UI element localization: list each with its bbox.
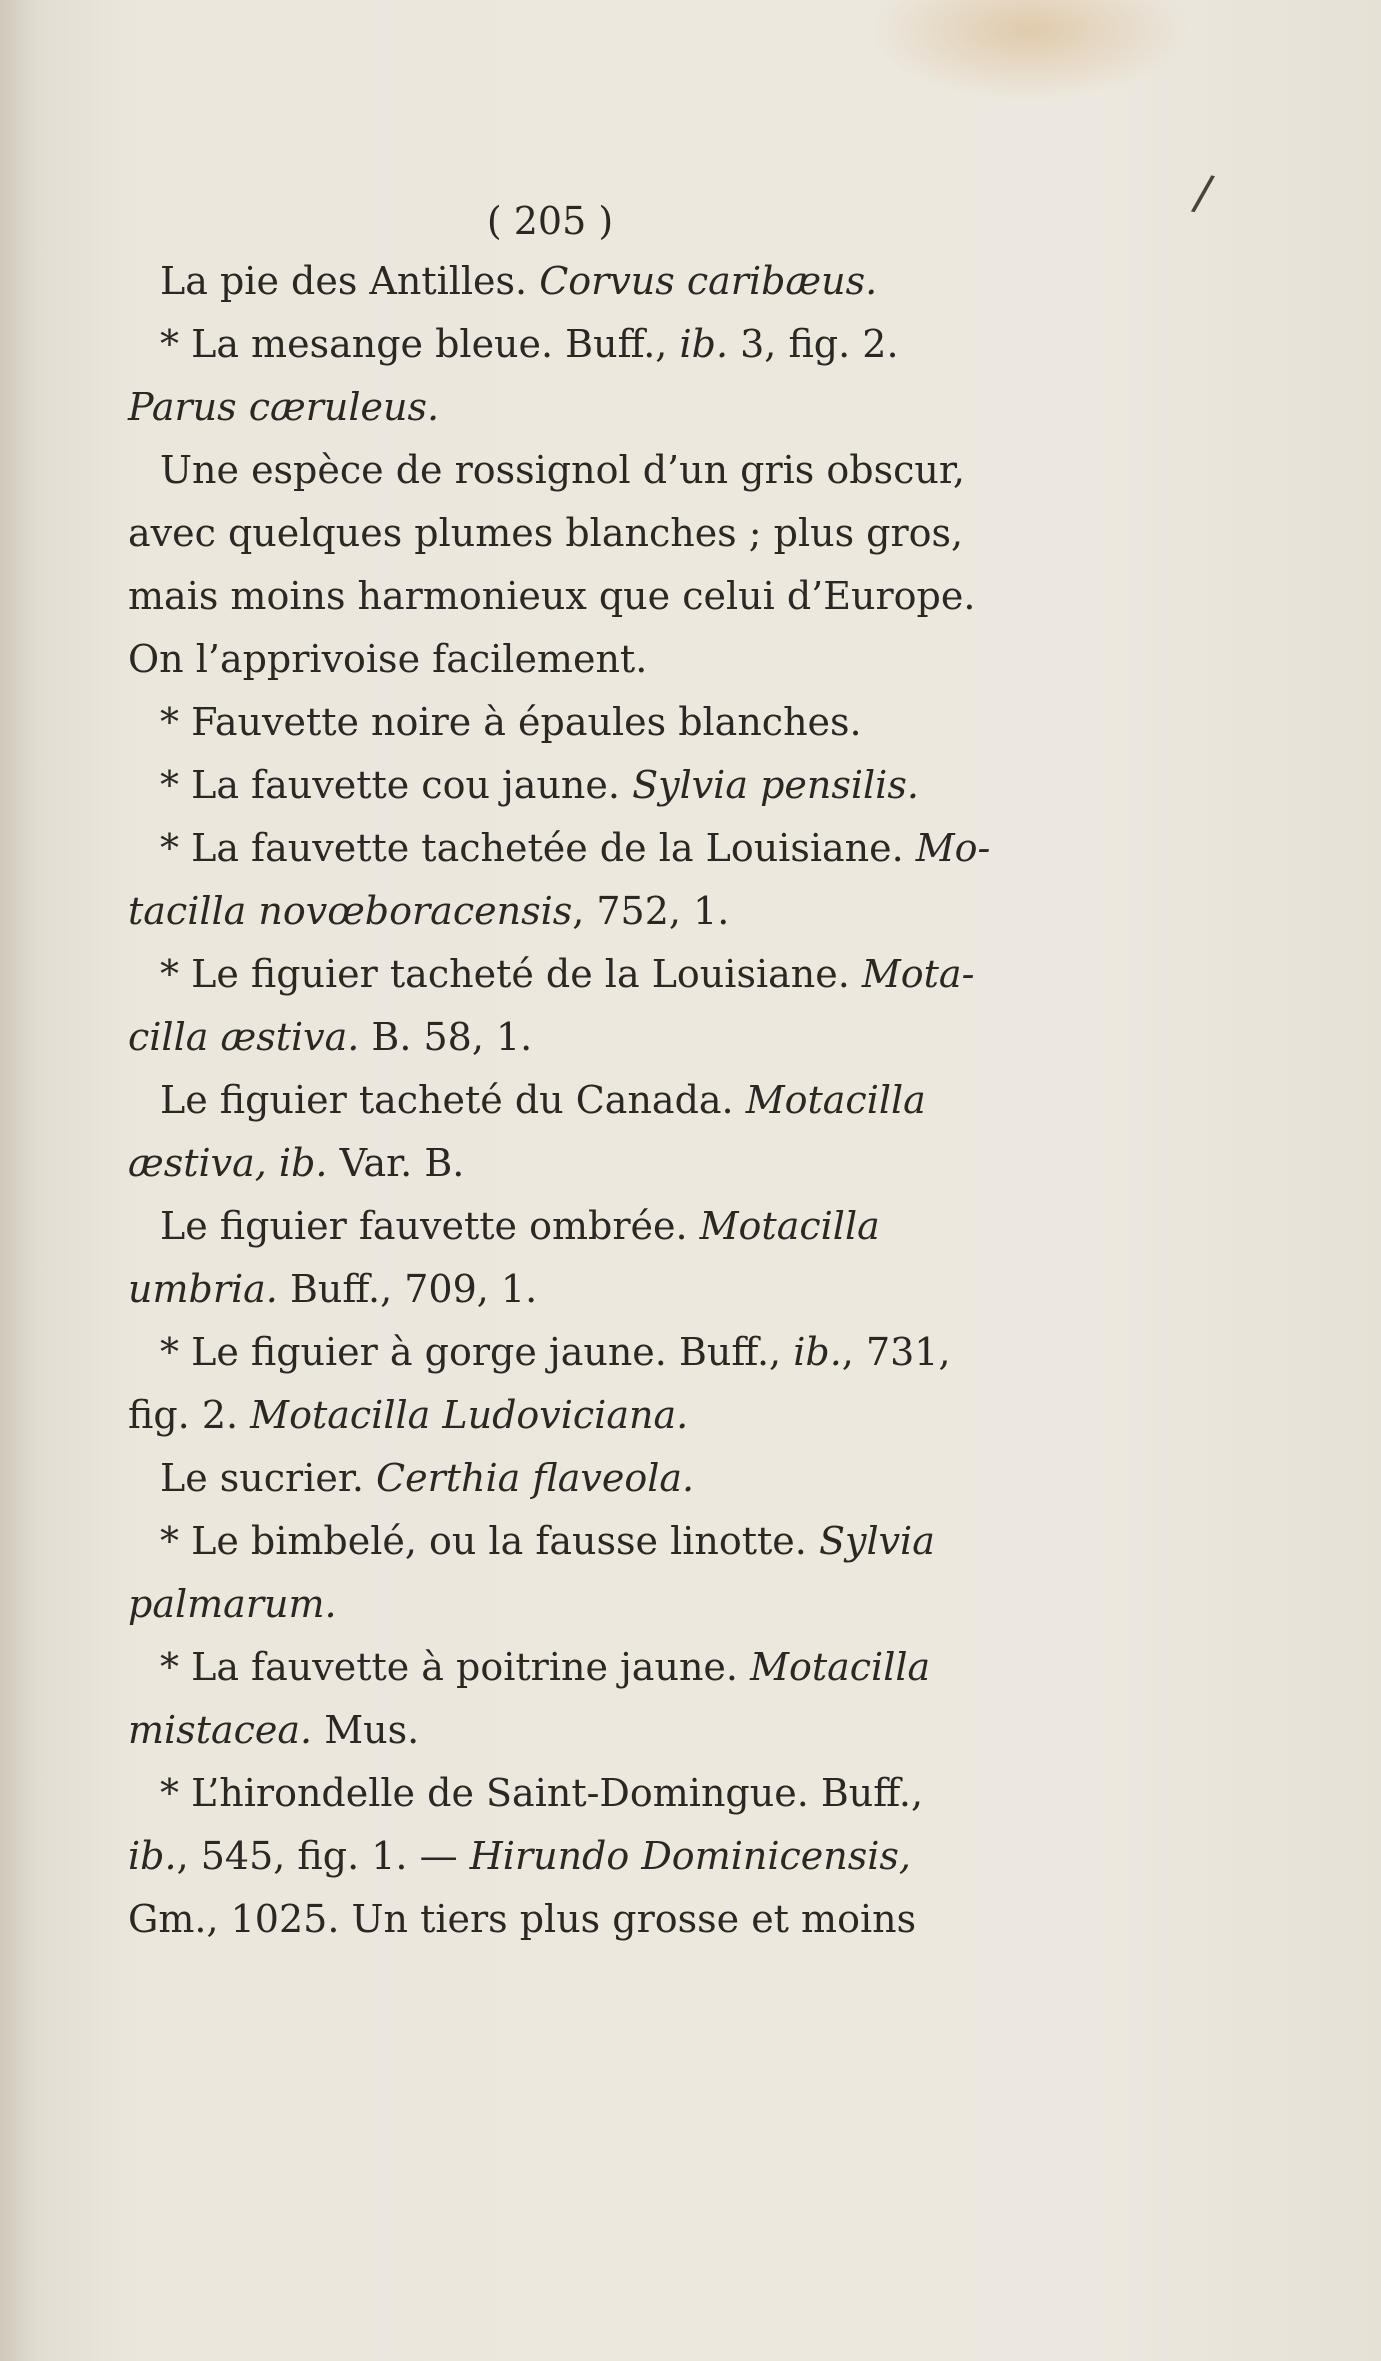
text-line <box>128 1636 1028 1699</box>
italic-text-segment: Parus cæruleus. <box>128 385 440 429</box>
italic-text-segment: Certhia flaveola. <box>376 1456 695 1500</box>
text-line <box>128 1699 1028 1762</box>
text-segment: Var. B. <box>327 1141 465 1185</box>
text-line <box>128 1195 1028 1258</box>
text-segment: * La fauvette cou jaune. <box>160 763 633 807</box>
text-line <box>128 1888 1028 1951</box>
text-line <box>128 943 1028 1006</box>
text-segment: , 731, <box>841 1330 951 1374</box>
text-segment: * Le bimbelé, ou la fausse linotte. <box>160 1519 819 1563</box>
italic-text-segment: Mota- <box>861 952 975 996</box>
text-line <box>128 1321 1028 1384</box>
text-line <box>128 1006 1028 1069</box>
text-line <box>128 628 1028 691</box>
text-segment: , 752, 1. <box>572 889 730 933</box>
text-segment: * L’hirondelle de Saint-Domingue. Buff., <box>160 1771 924 1815</box>
text-line <box>128 1384 1028 1447</box>
text-line <box>128 1258 1028 1321</box>
italic-text-segment: palmarum. <box>128 1582 337 1626</box>
text-line <box>128 754 1028 817</box>
text-segment: mais moins harmonieux que celui d’Europe. <box>128 574 976 618</box>
italic-text-segment: Motacilla Ludoviciana. <box>250 1393 689 1437</box>
text-segment: B. 58, 1. <box>359 1015 533 1059</box>
italic-text-segment: Sylvia pensilis. <box>632 763 919 807</box>
text-line <box>128 1447 1028 1510</box>
text-line <box>128 313 1028 376</box>
margin-pencil-mark: / <box>1189 163 1217 223</box>
text-line <box>128 1573 1028 1636</box>
text-segment: Gm., 1025. Un tiers plus grosse et moins <box>128 1897 917 1941</box>
text-segment: * La mesange bleue. Buff., <box>160 322 680 366</box>
text-segment: * La fauvette tachetée de la Louisiane. <box>160 826 916 870</box>
italic-text-segment: Corvus caribæus. <box>539 259 878 303</box>
text-segment: fig. 2. <box>128 1393 251 1437</box>
text-segment: Le figuier tacheté du Canada. <box>160 1078 746 1122</box>
text-line <box>128 565 1028 628</box>
text-line <box>128 817 1028 880</box>
italic-text-segment: ib. <box>793 1330 842 1374</box>
text-segment: * Le figuier à gorge jaune. Buff., <box>160 1330 794 1374</box>
text-line <box>128 1132 1028 1195</box>
italic-text-segment: Hirundo Dominicensis, <box>469 1834 911 1878</box>
text-segment: Le figuier fauvette ombrée. <box>160 1204 700 1248</box>
italic-text-segment: tacilla novœboracensis <box>128 889 573 933</box>
italic-text-segment: Motacilla <box>750 1645 931 1689</box>
text-segment: Buff., 709, 1. <box>277 1267 538 1311</box>
text-segment: avec quelques plumes blanches ; plus gros, <box>128 511 964 555</box>
italic-text-segment: æstiva, ib. <box>128 1141 328 1185</box>
italic-text-segment: cilla æstiva. <box>128 1015 360 1059</box>
italic-text-segment: Sylvia <box>818 1519 935 1563</box>
text-segment: , 545, fig. 1. — <box>176 1834 470 1878</box>
italic-text-segment: Motacilla <box>699 1204 880 1248</box>
text-segment: 3, fig. 2. <box>728 322 899 366</box>
text-line <box>128 1510 1028 1573</box>
italic-text-segment: mistacea. <box>128 1708 313 1752</box>
italic-text-segment: ib. <box>128 1834 177 1878</box>
text-segment: Mus. <box>312 1708 420 1752</box>
italic-text-segment: Mo- <box>915 826 991 870</box>
text-line <box>128 691 1028 754</box>
text-segment: * La fauvette à poitrine jaune. <box>160 1645 751 1689</box>
text-segment: * Le figuier tacheté de la Louisiane. <box>160 952 862 996</box>
text-line <box>128 1069 1028 1132</box>
text-segment: La pie des Antilles. <box>160 259 540 303</box>
italic-text-segment: umbria. <box>128 1267 278 1311</box>
text-line <box>128 880 1028 943</box>
text-line <box>128 376 1028 439</box>
text-segment: On l’apprivoise facilement. <box>128 637 648 681</box>
italic-text-segment: ib. <box>679 322 729 366</box>
italic-text-segment: Motacilla <box>745 1078 926 1122</box>
text-line <box>128 250 1028 313</box>
text-segment: * Fauvette noire à épaules blanches. <box>160 700 862 744</box>
text-line <box>128 502 1028 565</box>
text-line <box>128 1825 1028 1888</box>
text-segment: Une espèce de rossignol d’un gris obscur, <box>160 448 965 492</box>
body-text <box>128 250 1028 1951</box>
text-line <box>128 1762 1028 1825</box>
text-line <box>128 439 1028 502</box>
text-segment: Le sucrier. <box>160 1456 377 1500</box>
page-number: ( 205 ) <box>486 199 614 243</box>
